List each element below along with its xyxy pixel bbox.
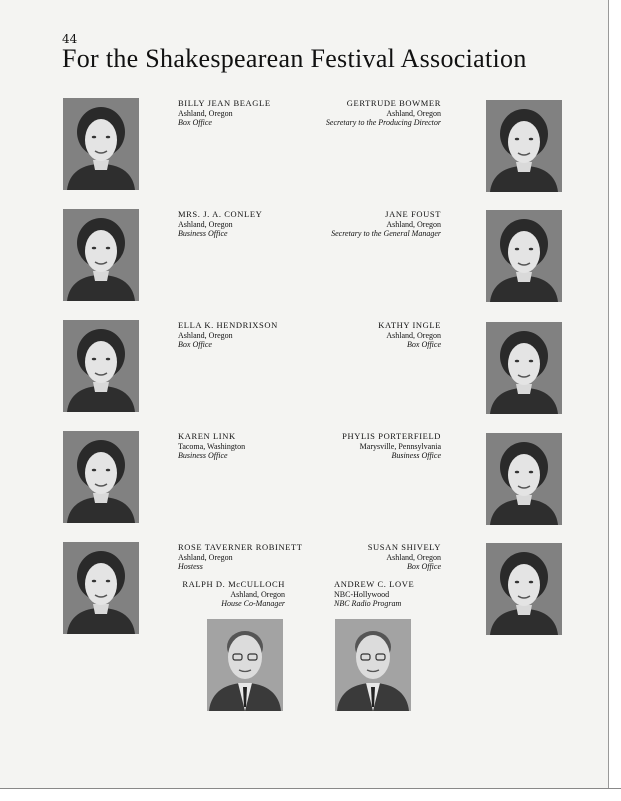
person-location: Tacoma, Washington (178, 441, 246, 451)
person-location: Ashland, Oregon (386, 552, 441, 562)
page-bottom-edge (0, 788, 621, 801)
portrait-phylis-porterfield (486, 433, 562, 525)
portrait-andrew-c-love (335, 619, 411, 711)
person-location: Ashland, Oregon (178, 219, 233, 229)
person-name: KATHY INGLE (378, 320, 441, 330)
person-name: ROSE TAVERNER ROBINETT (178, 542, 303, 552)
entry-andrew-c-love (334, 580, 414, 609)
entry-kathy-ingle (378, 321, 441, 350)
entry-ralph-d-mcculloch (182, 580, 285, 609)
person-name: MRS. J. A. CONLEY (178, 209, 263, 219)
person-location: Ashland, Oregon (178, 108, 233, 118)
page-number: 44 (62, 32, 78, 46)
entry-susan-shively (368, 543, 441, 572)
person-role: Secretary to the General Manager (331, 229, 441, 238)
person-role: Box Office (178, 340, 212, 349)
person-location: Ashland, Oregon (230, 589, 285, 599)
person-location: Ashland, Oregon (386, 108, 441, 118)
person-role: Hostess (178, 562, 203, 571)
portrait-gertrude-bowmer (486, 100, 562, 192)
entry-karen-link (178, 432, 245, 461)
portrait-ralph-d-mcculloch (207, 619, 283, 711)
portrait-ella-k-hendrixson (63, 320, 139, 412)
person-role: Business Office (391, 451, 441, 460)
entry-phylis-porterfield (342, 432, 441, 461)
portrait-billy-jean-beagle (63, 98, 139, 190)
person-location: Ashland, Oregon (386, 219, 441, 229)
person-name: SUSAN SHIVELY (367, 542, 441, 552)
person-name: PHYLIS PORTERFIELD (342, 431, 441, 441)
person-name: JANE FOUST (385, 209, 441, 219)
entry-jane-foust (331, 210, 441, 239)
entry-rose-taverner-robinett (178, 543, 303, 572)
person-location: Ashland, Oregon (178, 552, 233, 562)
portrait-rose-taverner-robinett (63, 542, 139, 634)
portrait-kathy-ingle (486, 322, 562, 414)
person-role: Business Office (178, 229, 228, 238)
portrait-jane-foust (486, 210, 562, 302)
person-location: Ashland, Oregon (178, 330, 233, 340)
portrait-karen-link (63, 431, 139, 523)
entry-billy-jean-beagle (178, 99, 271, 128)
person-role: Business Office (178, 451, 228, 460)
portrait-mrs-j-a-conley (63, 209, 139, 301)
person-name: BILLY JEAN BEAGLE (178, 98, 271, 108)
entry-gertrude-bowmer (326, 99, 441, 128)
person-location: Marysville, Pennsylvania (359, 441, 441, 451)
person-role: Box Office (407, 340, 441, 349)
entry-ella-k-hendrixson (178, 321, 278, 350)
person-name: ELLA K. HENDRIXSON (178, 320, 278, 330)
person-name: KAREN LINK (178, 431, 236, 441)
person-location: Ashland, Oregon (386, 330, 441, 340)
person-location: NBC-Hollywood (334, 589, 390, 599)
person-name: ANDREW C. LOVE (334, 579, 415, 589)
entry-mrs-j-a-conley (178, 210, 262, 239)
person-role: Box Office (407, 562, 441, 571)
person-role: Box Office (178, 118, 212, 127)
person-name: RALPH D. McCULLOCH (182, 579, 285, 589)
person-role: House Co-Manager (221, 599, 285, 608)
person-name: GERTRUDE BOWMER (346, 98, 441, 108)
page-edge (608, 0, 621, 800)
person-role: NBC Radio Program (334, 599, 402, 608)
person-role: Secretary to the Producing Director (325, 118, 441, 127)
portrait-susan-shively (486, 543, 562, 635)
page-title: For the Shakespearean Festival Association (62, 44, 527, 73)
